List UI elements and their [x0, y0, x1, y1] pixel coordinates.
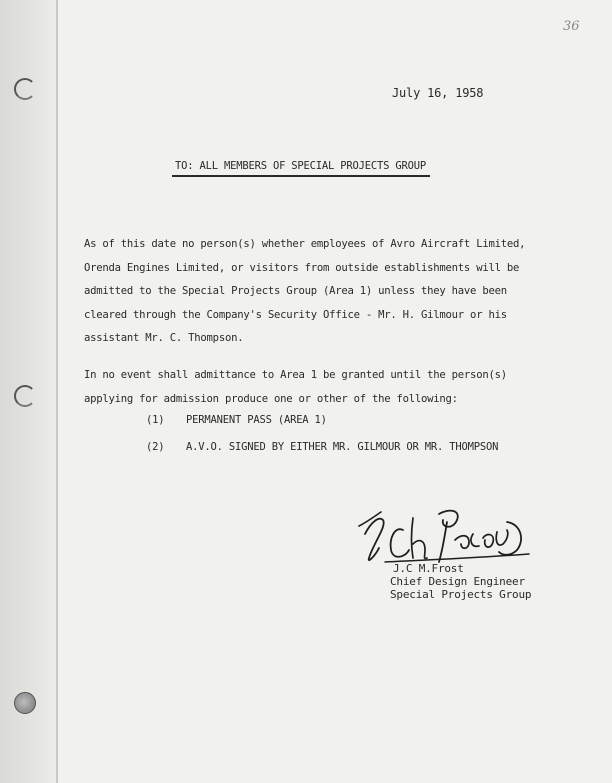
paragraph-line: In no event shall admittance to Area 1 be granted until the person(s): [84, 369, 507, 381]
signatory-name: J.C M.Frost: [393, 562, 464, 575]
requirement-text: PERMANENT PASS (AREA 1): [186, 414, 327, 426]
punch-hole-middle: [14, 385, 36, 407]
signatory-group: Special Projects Group: [390, 588, 532, 601]
paragraph-line: cleared through the Company's Security Office - Mr. H. Gilmour or his: [84, 308, 507, 321]
page-number: 36: [563, 19, 580, 34]
requirement-number: (1): [146, 414, 165, 426]
requirement-number: (2): [146, 441, 165, 453]
paragraph-line: assistant Mr. C. Thompson.: [84, 332, 244, 344]
memo-date: July 16, 1958: [392, 86, 484, 100]
punch-hole-bottom: [14, 692, 36, 714]
signature-block: [390, 562, 531, 601]
signatory-title: Chief Design Engineer: [390, 575, 525, 588]
addressee-underline: [172, 175, 430, 177]
page-edge: [56, 0, 58, 783]
paragraph-line: applying for admission produce one or other of the following:: [84, 392, 458, 405]
paragraph-admission-requirements: [84, 364, 534, 411]
memo-addressee: TO: ALL MEMBERS OF SPECIAL PROJECTS GROUP: [175, 160, 426, 172]
handwritten-signature: [357, 504, 532, 570]
paragraph-line: Orenda Engines Limited, or visitors from outside establishments will be: [84, 261, 520, 274]
paragraph-admission-policy: [84, 233, 534, 351]
requirement-text: A.V.O. SIGNED BY EITHER MR. GILMOUR OR MR. THOMPSON: [186, 441, 499, 453]
paragraph-line: As of this date no person(s) whether employees of Avro Aircraft Limited,: [84, 238, 526, 250]
paragraph-line: admitted to the Special Projects Group (Area 1) unless they have been: [84, 285, 507, 297]
punch-hole-top: [14, 78, 36, 100]
